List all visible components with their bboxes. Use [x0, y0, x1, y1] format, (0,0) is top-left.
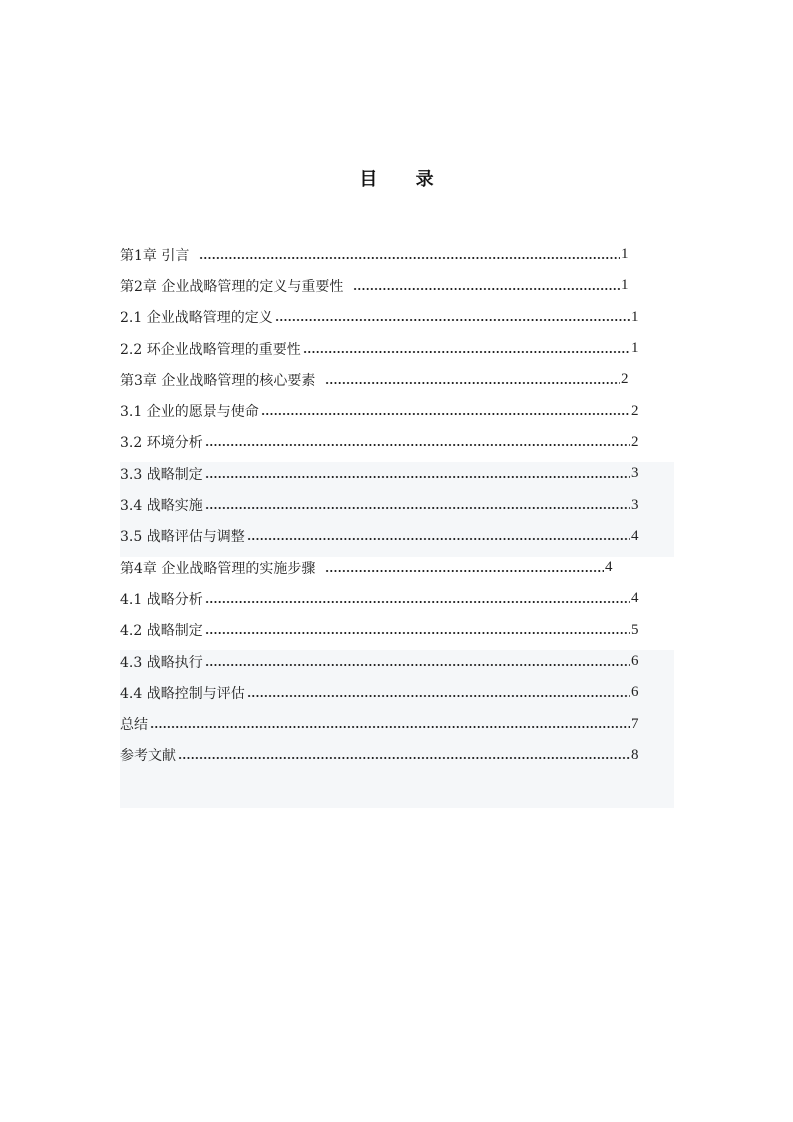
dot-leader: [205, 592, 630, 606]
toc-entry-4-4[interactable]: [120, 677, 640, 708]
toc-entry-page: 2: [631, 433, 639, 450]
toc-entry-3-1[interactable]: [120, 395, 640, 426]
toc-entry-page: 5: [631, 621, 639, 638]
toc-entry-page: 1: [631, 340, 639, 357]
toc-entry-label: 第4章 企业战略管理的实施步骤: [120, 560, 316, 577]
toc-entry-chapter-1[interactable]: [120, 239, 630, 270]
dot-leader: [275, 310, 630, 324]
dot-leader: [325, 373, 620, 387]
dot-leader: [261, 404, 630, 418]
toc-entry-4-2[interactable]: [120, 615, 640, 646]
dot-leader: [205, 435, 630, 449]
toc-entry-3-3[interactable]: [120, 458, 640, 489]
dot-leader: [247, 686, 630, 700]
toc-entry-chapter-2[interactable]: [120, 270, 630, 301]
toc-entry-label: 4.1 战略分析: [120, 591, 203, 608]
dot-leader: [353, 279, 620, 293]
toc-entry-page: 3: [631, 496, 639, 513]
toc-entry-page: 2: [631, 402, 639, 419]
dot-leader: [303, 342, 630, 356]
dot-leader: [325, 561, 604, 575]
toc-entry-page: 8: [631, 746, 639, 763]
toc-entry-label: 3.2 环境分析: [120, 435, 203, 452]
toc-entry-label: 第3章 企业战略管理的核心要素: [120, 372, 316, 389]
toc-entry-references[interactable]: [120, 740, 640, 771]
toc-entry-page: 4: [631, 527, 639, 544]
toc-entry-page: 1: [621, 277, 629, 294]
toc-entry-page: 6: [631, 684, 639, 701]
toc-entry-label: 4.3 战略执行: [120, 654, 203, 671]
toc-entry-page: 1: [621, 246, 629, 263]
toc-entry-4-3[interactable]: [120, 646, 640, 677]
toc-entry-page: 3: [631, 465, 639, 482]
toc-entry-label: 2.2 环企业战略管理的重要性: [120, 341, 301, 358]
toc-entry-page: 2: [621, 371, 629, 388]
toc-entry-3-4[interactable]: [120, 489, 640, 520]
toc-entry-2-1[interactable]: [120, 302, 640, 333]
toc-entry-label: 2.1 企业战略管理的定义: [120, 310, 273, 327]
toc-entry-3-5[interactable]: [120, 521, 640, 552]
dot-leader: [205, 623, 630, 637]
toc-entry-4-1[interactable]: [120, 583, 640, 614]
toc-title: 目 录: [359, 169, 450, 190]
toc-entry-label: 第2章 企业战略管理的定义与重要性: [120, 278, 344, 295]
dot-leader: [199, 248, 620, 262]
toc-entry-label: 4.4 战略控制与评估: [120, 685, 245, 702]
toc-entry-summary[interactable]: [120, 708, 640, 739]
toc-entry-page: 1: [631, 308, 639, 325]
table-of-contents: [120, 239, 680, 771]
toc-entry-label: 3.3 战略制定: [120, 466, 203, 483]
dot-leader: [205, 467, 630, 481]
toc-entry-label: 参考文献: [120, 748, 176, 765]
toc-entry-page: 6: [631, 653, 639, 669]
toc-entry-chapter-3[interactable]: [120, 364, 630, 395]
toc-entry-page: 7: [631, 715, 639, 732]
toc-entry-label: 3.1 企业的愿景与使命: [120, 404, 259, 421]
dot-leader: [150, 717, 630, 731]
toc-entry-label: 3.5 战略评估与调整: [120, 529, 245, 546]
toc-entry-label: 4.2 战略制定: [120, 623, 203, 640]
toc-entry-page: 4: [631, 590, 639, 607]
toc-entry-label: 3.4 战略实施: [120, 498, 203, 515]
toc-entry-2-2[interactable]: [120, 333, 640, 364]
toc-entry-chapter-4[interactable]: [120, 552, 614, 583]
dot-leader: [247, 529, 630, 543]
toc-entry-3-2[interactable]: [120, 427, 640, 458]
toc-entry-label: 总结: [120, 717, 148, 734]
toc-entry-page: 4: [605, 559, 613, 576]
toc-entry-label: 第1章 引言: [120, 247, 190, 264]
dot-leader: [205, 498, 630, 512]
dot-leader: [205, 655, 630, 669]
dot-leader: [178, 748, 630, 762]
